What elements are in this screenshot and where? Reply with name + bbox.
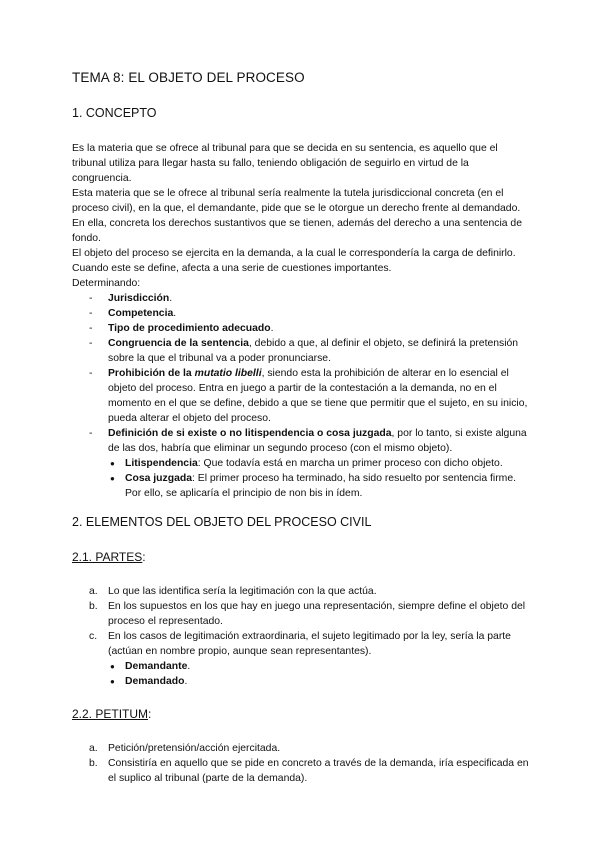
partes-list (72, 584, 530, 659)
partes-sublist (72, 659, 530, 689)
list-item: ● Litispendencia: Que todavía está en marcha un primer proceso con dicho objeto. (110, 456, 530, 471)
concepto-body (72, 141, 530, 291)
paragraph: Es la materia que se ofrece al tribunal para que se decida en su sentencia, es aquello que el tribunal utiliza para llegar hasta su fallo, teniendo obligación de seguirlo en virtud de la congruencia. (72, 143, 498, 184)
section-heading-concepto: 1. CONCEPTO (72, 106, 157, 120)
list-item: a. Petición/pretensión/acción ejercitada. (89, 743, 281, 754)
list-item: b. Consistiría en aquello que se pide en concreto a través de la demanda, iría especificada en el suplico al tribunal (parte de la demanda). (89, 758, 529, 784)
litispendencia-sublist (72, 456, 530, 501)
determinando-list (72, 291, 530, 456)
paragraph: Esta materia que se le ofrece al tribunal sería realmente la tutela jurisdiccional concreta (en el proceso civil), en la que, el demandante, pide que se le otorgue un derecho frente al demandado. En ella, concreta los derechos sustantivos que se tienen, además del derecho a una sentencia de fondo. (72, 188, 522, 244)
list-item: ● Demandante. (110, 659, 530, 674)
subsection-heading-petitum: 2.2. PETITUM: (72, 707, 152, 721)
section-heading-elementos: 2. ELEMENTOS DEL OBJETO DEL PROCESO CIVIL (72, 515, 372, 529)
petitum-list (72, 741, 530, 786)
subsection-heading-partes: 2.1. PARTES: (72, 550, 146, 564)
list-item: ● Cosa juzgada: El primer proceso ha terminado, ha sido resuelto por sentencia firme. Por ello, se aplicaría el principio de non bis in ídem. (110, 471, 530, 501)
paragraph: El objeto del proceso se ejercita en la demanda, a la cual le correspondería la carga de definirlo. Cuando este se define, afecta a una serie de cuestiones importantes. (72, 248, 516, 274)
list-item: a. Lo que las identifica sería la legitimación con la que actúa. (89, 586, 377, 597)
list-item: - Competencia. (89, 306, 530, 321)
list-item: - Tipo de procedimiento adecuado. (89, 321, 530, 336)
list-item: c. En los casos de legitimación extraordinaria, el sujeto legitimado por la ley, sería la parte (actúan en nombre propio, aunque sean representantes). (89, 631, 511, 657)
list-item: b. En los supuestos en los que hay en juego una representación, siempre define el objeto del proceso el representado. (89, 601, 526, 627)
list-item: - Prohibición de la mutatio libelli, siendo esta la prohibición de alterar en lo esencial el objeto del proceso. Entra en juego a partir de la contestación a la demanda, no en el momento en el que se define, debido a que se tiene que permitir que el sujeto, en su inicio, pueda alterar el objeto del proceso. (89, 366, 530, 426)
document-title: TEMA 8: EL OBJETO DEL PROCESO (72, 70, 305, 85)
list-item: - Congruencia de la sentencia, debido a que, al definir el objeto, se definirá la pretensión sobre la que el tribunal va a poder pronunciarse. (89, 336, 530, 366)
list-item: - Jurisdicción. (89, 291, 530, 306)
list-item: - Definición de si existe o no litispendencia o cosa juzgada, por lo tanto, si existe alguna de las dos, habría que eliminar un segundo proceso (con el mismo objeto). (89, 426, 530, 456)
paragraph: Determinando: (72, 278, 141, 289)
list-item: ● Demandado. (110, 674, 530, 689)
